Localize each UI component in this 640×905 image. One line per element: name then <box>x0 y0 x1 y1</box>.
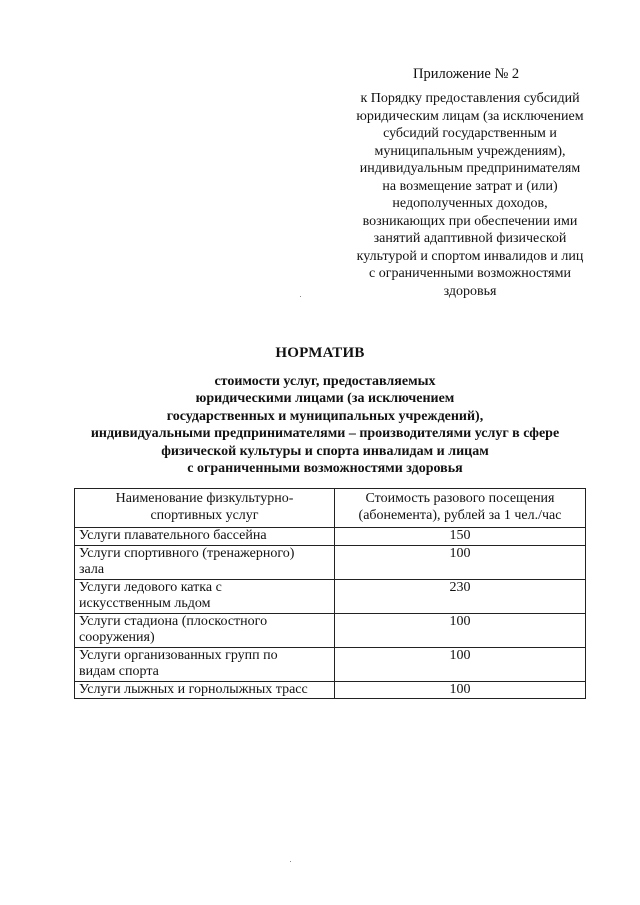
table-row <box>75 681 586 699</box>
annex-line: с ограниченными возможностями <box>369 266 571 281</box>
service-line: зала <box>79 562 105 577</box>
price-cell: 230 <box>335 579 586 613</box>
price-cell: 100 <box>335 647 586 681</box>
service-line: Услуги ледового катка с <box>79 579 222 595</box>
service-name-cell <box>75 545 335 579</box>
annex-line: занятий адаптивной физической <box>373 231 567 246</box>
subtitle-line: физической культуры и спорта инвалидам и лицам <box>161 443 489 459</box>
service-line: Услуги организованных групп по <box>79 647 278 663</box>
price-cell: 100 <box>335 545 586 579</box>
document-title: НОРМАТИВ <box>275 345 365 361</box>
service-line: сооружения) <box>79 630 155 645</box>
scan-speck <box>300 296 301 297</box>
service-name-cell <box>75 528 335 546</box>
annex-line: муниципальным учреждениям), <box>374 143 566 159</box>
annex-line: недополученных доходов, <box>392 196 548 211</box>
service-line: Услуги спортивного (тренажерного) <box>79 545 295 561</box>
annex-title: Приложение № 2 <box>413 66 520 82</box>
table-row <box>75 579 586 613</box>
table-row <box>75 613 586 647</box>
service-line: Услуги стадиона (плоскостного <box>79 613 268 629</box>
document-subtitle <box>40 373 610 477</box>
scan-speck <box>290 861 291 862</box>
service-name-cell <box>75 613 335 647</box>
annex-line: к Порядку предоставления субсидий <box>360 91 580 106</box>
price-cell: 100 <box>335 613 586 647</box>
annex-line: культурой и спортом инвалидов и лиц <box>356 248 584 264</box>
price-cell: 150 <box>335 528 586 546</box>
header-line: Стоимость разового посещения <box>365 491 555 506</box>
annex-line: возникающих при обеспечении ими <box>362 213 578 229</box>
table-header-row <box>75 489 586 528</box>
annex-line: субсидий государственным и <box>383 126 557 141</box>
header-line: спортивных услуг <box>150 507 259 523</box>
annex-line: здоровья <box>443 283 497 299</box>
subtitle-line: стоимости услуг, предоставляемых <box>214 374 436 389</box>
service-line: видам спорта <box>79 664 159 679</box>
table-row <box>75 545 586 579</box>
table-row <box>75 647 586 681</box>
annex-line: индивидуальным предпринимателям <box>359 161 581 176</box>
annex-line: на возмещение затрат и (или) <box>382 178 558 194</box>
service-name-cell <box>75 647 335 681</box>
service-line: Услуги лыжных и горнолыжных трасс <box>79 681 308 697</box>
subtitle-line: индивидуальными предпринимателями – производителями услуг в сфере <box>90 426 560 442</box>
subtitle-line: с ограниченными возможностями здоровья <box>187 461 463 477</box>
header-service-name <box>75 489 335 528</box>
services-price-table <box>74 488 586 699</box>
service-name-cell <box>75 681 335 699</box>
table-row <box>75 528 586 546</box>
header-line: (абонемента), рублей за 1 чел./час <box>358 507 562 523</box>
annex-reference <box>325 90 615 300</box>
header-line: Наименование физкультурно- <box>115 491 294 506</box>
service-line: Услуги плавательного бассейна <box>79 528 267 543</box>
subtitle-line: государственных и муниципальных учреждений), <box>166 408 484 424</box>
service-line: искусственным льдом <box>79 596 211 611</box>
header-price <box>335 489 586 528</box>
price-cell: 100 <box>335 681 586 699</box>
annex-line: юридическим лицам (за исключением <box>356 108 584 124</box>
service-name-cell <box>75 579 335 613</box>
subtitle-line: юридическими лицами (за исключением <box>195 391 455 407</box>
